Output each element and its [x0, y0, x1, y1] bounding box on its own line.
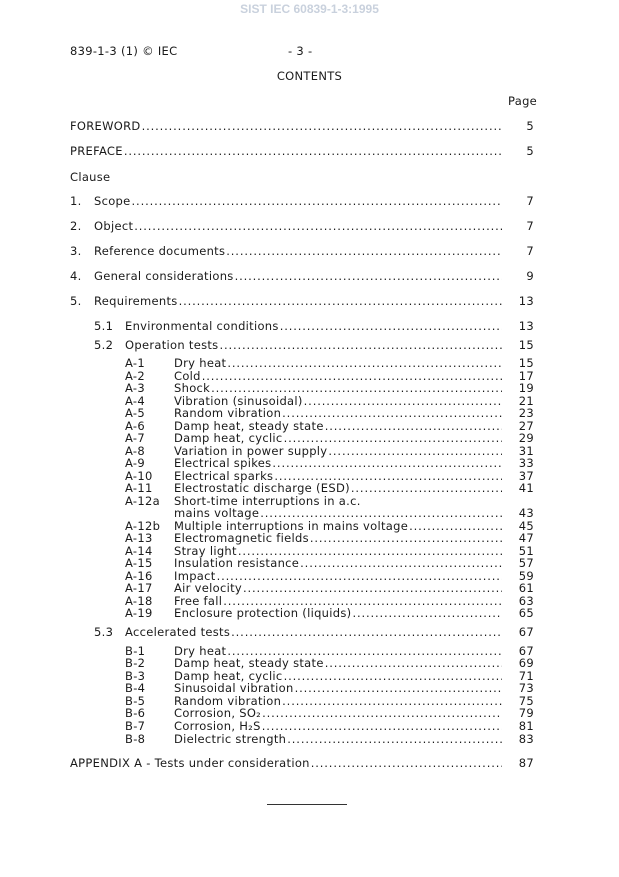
toc-entry-title: Electrical spikes [174, 456, 272, 470]
toc-entry [0, 320, 619, 333]
toc-entry-title: Shock [174, 381, 211, 395]
toc-entry-page: 67 [518, 644, 534, 658]
toc-entry-page: 5 [526, 144, 534, 158]
toc-entry-title: Enclosure protection (liquids) [174, 606, 352, 620]
toc-entry-page: 31 [518, 444, 534, 458]
toc-entry-page: 15 [518, 338, 534, 352]
toc-entry-title: Reference documents [94, 244, 226, 258]
toc-entry-title: FOREWORD [70, 119, 141, 133]
toc-entry-page: 17 [518, 369, 534, 383]
page-column-label: Page [508, 94, 538, 108]
toc-entry-page: 57 [518, 556, 534, 570]
toc-entry [0, 145, 619, 158]
clause-column-label: Clause [70, 170, 111, 184]
dot-leader [231, 626, 502, 639]
toc-entry [0, 195, 619, 208]
toc-entry [0, 626, 619, 639]
toc-entry-page: 7 [526, 219, 534, 233]
toc-entry-title: Electrostatic discharge (ESD) [174, 481, 350, 495]
toc-entry-title: Damp heat, cyclic [174, 431, 283, 445]
toc-entry-number: B-3 [125, 669, 146, 683]
dot-leader [287, 733, 502, 746]
dot-leader [179, 295, 502, 308]
toc-entry-page: 75 [518, 694, 534, 708]
page-number: - 3 - [288, 44, 313, 58]
toc-entry-title: Dry heat [174, 356, 227, 370]
toc-entry-number: A-18 [125, 594, 153, 608]
toc-entry-number: B-4 [125, 681, 146, 695]
toc-entry-number: 1. [70, 194, 82, 208]
toc-entry-title: Dielectric strength [174, 732, 287, 746]
toc-entry-title: Insulation resistance [174, 556, 300, 570]
toc-entry-number: B-7 [125, 719, 146, 733]
toc-entry [0, 607, 619, 620]
toc-entry-page: 51 [518, 544, 534, 558]
toc-entry-title: Impact [174, 569, 216, 583]
contents-title: CONTENTS [276, 69, 343, 83]
toc-entry-number: A-13 [125, 531, 153, 545]
toc-entry-number: A-7 [125, 431, 145, 445]
toc-entry-number: A-17 [125, 581, 153, 595]
toc-entry-number: B-8 [125, 732, 146, 746]
toc-entry-page: 13 [518, 294, 534, 308]
dot-leader [352, 607, 502, 620]
toc-entry-title: Multiple interruptions in mains voltage [174, 519, 409, 533]
toc-entry [0, 494, 619, 520]
toc-entry-number: B-2 [125, 656, 146, 670]
toc-entry-title: Damp heat, steady state [174, 656, 324, 670]
toc-entry-number: 5.2 [94, 338, 114, 352]
toc-entry [0, 220, 619, 233]
toc-entry-page: 83 [518, 732, 534, 746]
toc-entry-page: 47 [518, 531, 534, 545]
toc-entry-title: Damp heat, cyclic [174, 669, 283, 683]
watermark: SIST IEC 60839-1-3:1995 [240, 2, 379, 16]
toc-entry-number: B-6 [125, 706, 146, 720]
toc-entry-page: 73 [518, 681, 534, 695]
toc-entry-title: Sinusoidal vibration [174, 681, 294, 695]
toc-entry-page: 67 [518, 625, 534, 639]
dot-leader [235, 270, 502, 283]
toc-entry-page: 87 [518, 756, 534, 770]
toc-entry-title: Operation tests [125, 338, 219, 352]
toc-entry-number: A-12a [125, 494, 160, 508]
toc-entry-page: 29 [518, 431, 534, 445]
toc-entry-title: Random vibration [174, 694, 282, 708]
toc-entry-title: Corrosion, SO₂ [174, 706, 262, 720]
toc-entry-title: Short-time interruptions in a.c. [174, 494, 361, 508]
toc-entry [0, 757, 619, 770]
toc-entry-title: Cold [174, 369, 201, 383]
toc-entry-page: 41 [518, 481, 534, 495]
toc-entry-title: Electromagnetic fields [174, 531, 309, 545]
dot-leader [295, 682, 502, 695]
toc-entry-number: A-1 [125, 356, 145, 370]
toc-entry-page: 61 [518, 581, 534, 595]
toc-entry-number: A-4 [125, 394, 145, 408]
dot-leader [243, 582, 502, 595]
dot-leader [226, 245, 502, 258]
dot-leader [262, 707, 502, 720]
dot-leader [142, 120, 502, 133]
toc-entry-page: 45 [518, 519, 534, 533]
toc-entry-title: General considerations [94, 269, 234, 283]
toc-entry-page: 43 [518, 506, 534, 520]
dot-leader [227, 357, 502, 370]
toc-entry [0, 295, 619, 308]
toc-entry-number: 5.1 [94, 319, 114, 333]
toc-entry-number: A-16 [125, 569, 153, 583]
toc-entry-number: A-8 [125, 444, 145, 458]
toc-entry-number: B-5 [125, 694, 146, 708]
toc-entry-title: APPENDIX A - Tests under consideration [70, 756, 310, 770]
toc-entry-number: A-15 [125, 556, 153, 570]
toc-entry-title: Damp heat, steady state [174, 419, 324, 433]
toc-entry-title: Free fall [174, 594, 223, 608]
toc-entry-title: Vibration (sinusoidal) [174, 394, 303, 408]
toc-entry-title: Requirements [94, 294, 178, 308]
toc-entry-title: Air velocity [174, 581, 242, 595]
toc-entry [0, 339, 619, 352]
toc-entry-number: A-12b [125, 519, 161, 533]
toc-entry-page: 37 [518, 469, 534, 483]
dot-leader [219, 339, 502, 352]
dot-leader [310, 532, 502, 545]
toc-entry-page: 27 [518, 419, 534, 433]
dot-leader [351, 482, 502, 495]
toc-entry-title: Electrical sparks [174, 469, 274, 483]
toc-entry-page: 7 [526, 244, 534, 258]
toc-entry-page: 15 [518, 356, 534, 370]
toc-entry-page: 63 [518, 594, 534, 608]
toc-entry-number: A-6 [125, 419, 145, 433]
toc-entry-number: 2. [70, 219, 82, 233]
toc-entry-number: A-2 [125, 369, 145, 383]
toc-entry-page: 7 [526, 194, 534, 208]
toc-entry-number: 4. [70, 269, 82, 283]
toc-entry-number: 3. [70, 244, 82, 258]
toc-entry-number: 5. [70, 294, 82, 308]
toc-entry-page: 9 [526, 269, 534, 283]
toc-entry-title: Accelerated tests [125, 625, 231, 639]
dot-leader [300, 557, 502, 570]
toc-entry-page: 33 [518, 456, 534, 470]
toc-entry-title: Environmental conditions [125, 319, 279, 333]
dot-leader [272, 457, 502, 470]
toc-entry-number: A-5 [125, 406, 145, 420]
toc-entry-title: Object [94, 219, 134, 233]
toc-entry [0, 733, 619, 746]
toc-entry-page: 19 [518, 381, 534, 395]
toc-entry-title: Corrosion, H₂S [174, 719, 261, 733]
toc-entry-title: Dry heat [174, 644, 227, 658]
toc-entry [0, 270, 619, 283]
toc-entry-title: Scope [94, 194, 131, 208]
toc-entry-number: A-19 [125, 606, 153, 620]
dot-leader [262, 720, 502, 733]
toc-entry-page: 21 [518, 394, 534, 408]
toc-entry-number: A-9 [125, 456, 145, 470]
toc-entry-page: 81 [518, 719, 534, 733]
end-rule [267, 804, 347, 805]
toc-entry-page: 79 [518, 706, 534, 720]
toc-entry-title: Random vibration [174, 406, 282, 420]
dot-leader [280, 320, 502, 333]
dot-leader [311, 757, 502, 770]
toc-entry-page: 65 [518, 606, 534, 620]
toc-entry-title: Stray light [174, 544, 237, 558]
toc-entry-number: A-14 [125, 544, 153, 558]
toc-entry-number: A-3 [125, 381, 145, 395]
toc-entry-title: PREFACE [70, 144, 123, 158]
toc-entry-page: 5 [526, 119, 534, 133]
dot-leader [134, 220, 502, 233]
toc-entry [0, 120, 619, 133]
toc-entry [0, 245, 619, 258]
toc-entry-title: Variation in power supply [174, 444, 328, 458]
toc-entry-number: B-1 [125, 644, 146, 658]
dot-leader [124, 145, 502, 158]
toc-entry-page: 71 [518, 669, 534, 683]
toc-entry-number: 5.3 [94, 625, 114, 639]
dot-leader [325, 657, 502, 670]
toc-entry-page: 69 [518, 656, 534, 670]
toc-entry-page: 23 [518, 406, 534, 420]
toc-entry-page: 59 [518, 569, 534, 583]
document-reference: 839-1-3 (1) © IEC [70, 44, 178, 58]
dot-leader [132, 195, 502, 208]
toc-entry-number: A-11 [125, 481, 153, 495]
toc-entry-page: 13 [518, 319, 534, 333]
toc-entry-title-continued: mains voltage [174, 506, 260, 520]
toc-entry-number: A-10 [125, 469, 153, 483]
